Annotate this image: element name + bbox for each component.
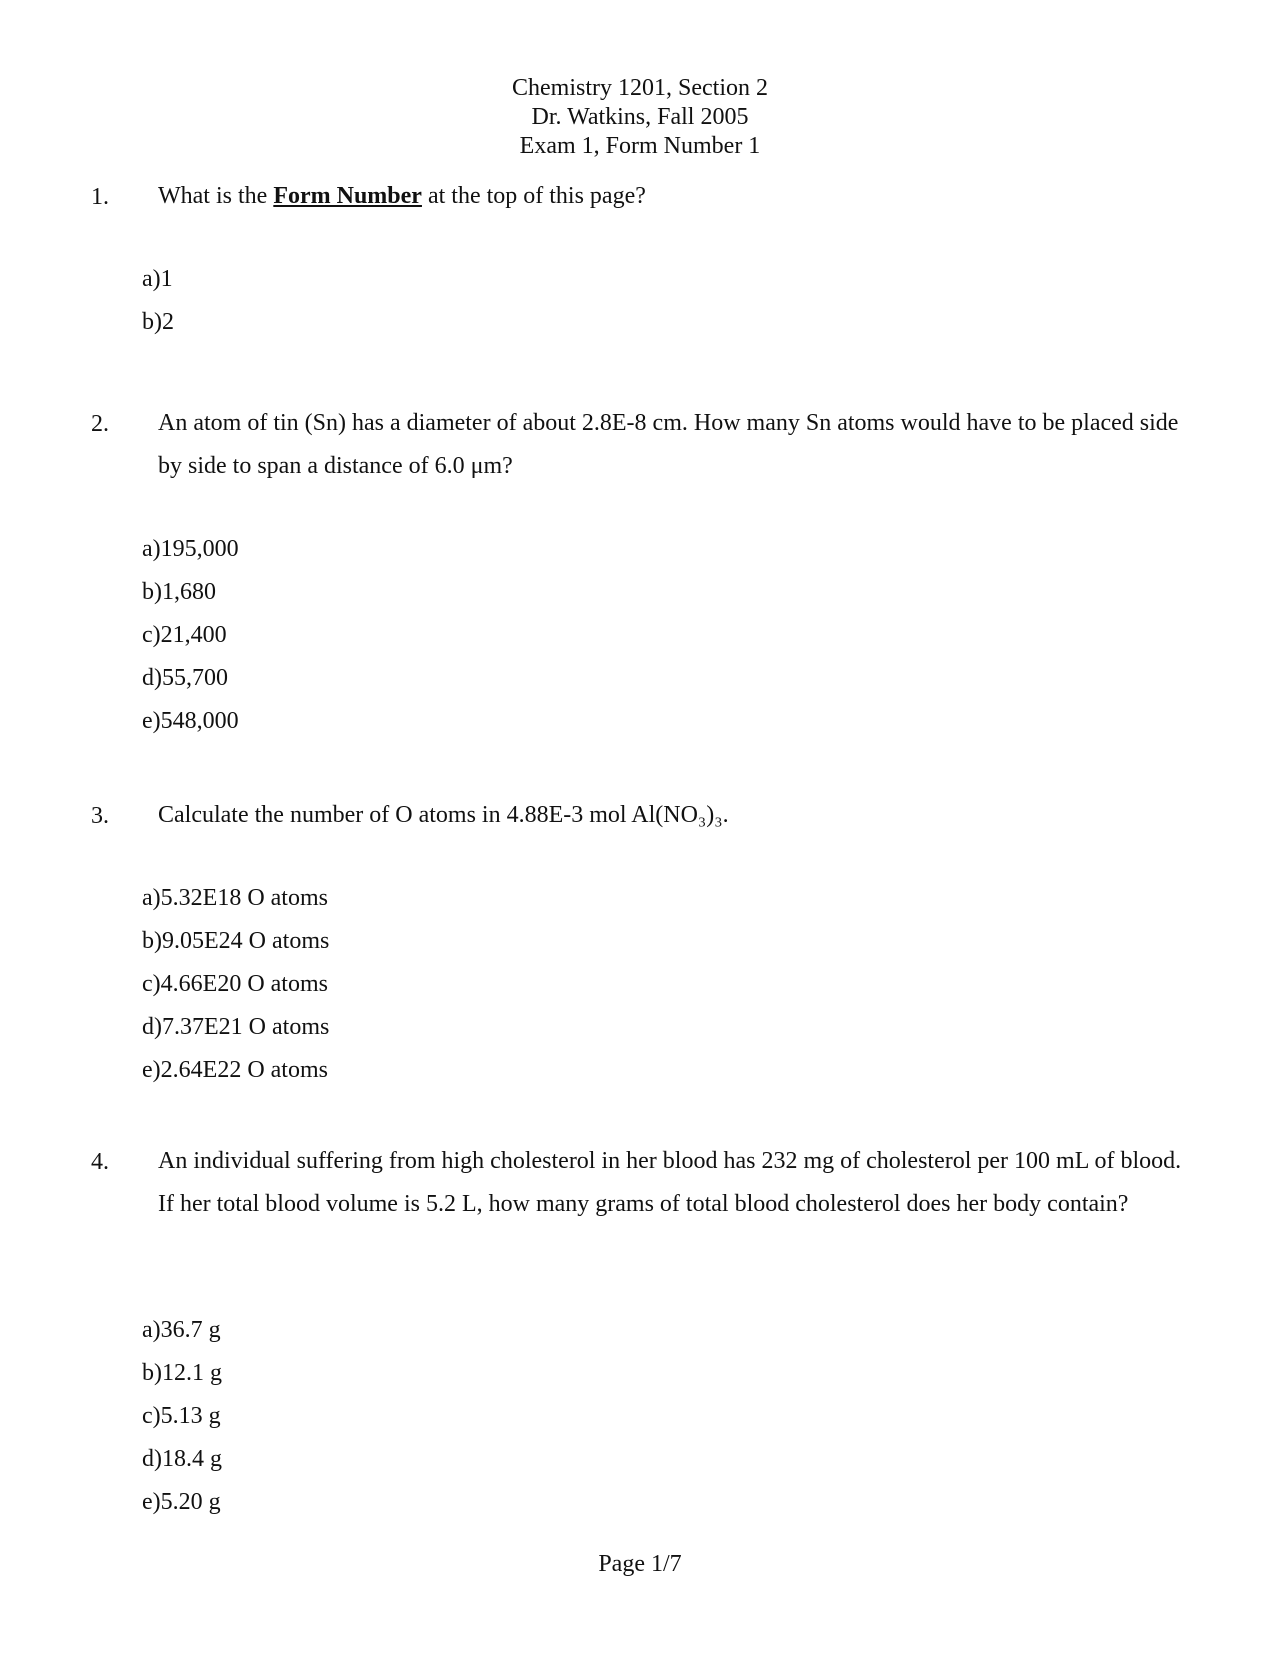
option-value: 2 <box>162 309 174 335</box>
option-letter: b) <box>142 1360 162 1386</box>
option-value: 36.7 g <box>160 1317 221 1343</box>
answer-options <box>142 535 239 750</box>
option-value: 5.32E18 O atoms <box>160 885 328 911</box>
answer-option[interactable] <box>142 1488 222 1531</box>
form-number-emphasis: Form Number <box>273 183 422 209</box>
question-number: 4. <box>91 1149 109 1175</box>
answer-option[interactable] <box>142 308 174 351</box>
option-letter: d) <box>142 665 162 691</box>
option-value: 55,700 <box>162 665 228 691</box>
question-number: 3. <box>91 803 109 829</box>
option-value: 7.37E21 O atoms <box>162 1014 330 1040</box>
option-letter: e) <box>142 1489 161 1515</box>
option-letter: a) <box>142 1317 161 1343</box>
option-value: 4.66E20 O atoms <box>160 971 328 997</box>
question-number: 1. <box>91 184 109 210</box>
option-letter: d) <box>142 1014 162 1040</box>
option-letter: e) <box>142 1057 161 1083</box>
option-letter: a) <box>142 266 161 292</box>
answer-option[interactable] <box>142 1056 329 1099</box>
answer-option[interactable] <box>142 664 239 707</box>
option-value: 195,000 <box>160 536 239 562</box>
answer-option[interactable] <box>142 970 329 1013</box>
question-number: 2. <box>91 411 109 437</box>
option-letter: c) <box>142 622 161 648</box>
option-value: 548,000 <box>160 708 239 734</box>
answer-option[interactable] <box>142 1013 329 1056</box>
answer-option[interactable] <box>142 707 239 750</box>
option-value: 18.4 g <box>162 1446 222 1472</box>
option-value: 5.13 g <box>160 1403 221 1429</box>
answer-options <box>142 884 329 1099</box>
option-value: 9.05E24 O atoms <box>162 928 330 954</box>
answer-option[interactable] <box>142 621 239 664</box>
option-letter: c) <box>142 1403 161 1429</box>
answer-option[interactable] <box>142 535 239 578</box>
answer-option[interactable] <box>142 578 239 621</box>
question-text: An atom of tin (Sn) has a diameter of about 2.8E-8 cm. How many Sn atoms would have to be placed side by side to span a distance of 6.0 μm? <box>158 410 1179 479</box>
question-text: An individual suffering from high cholesterol in her blood has 232 mg of cholesterol per 100 mL of blood. If her total blood volume is 5.2 L, how many grams of total blood cholesterol does her body contain? <box>158 1148 1182 1217</box>
option-value: 2.64E22 O atoms <box>160 1057 328 1083</box>
answer-option[interactable] <box>142 1316 222 1359</box>
option-letter: a) <box>142 885 161 911</box>
option-value: 1,680 <box>162 579 216 605</box>
exam-form: Exam 1, Form Number 1 <box>519 133 761 159</box>
option-letter: b) <box>142 928 162 954</box>
option-value: 12.1 g <box>162 1360 222 1386</box>
answer-option[interactable] <box>142 927 329 970</box>
question-text-end: at the top of this page? <box>421 183 646 209</box>
answer-option[interactable] <box>142 884 329 927</box>
question-text-start: What is the <box>158 183 274 209</box>
answer-option[interactable] <box>142 265 174 308</box>
option-letter: b) <box>142 579 162 605</box>
option-value: 21,400 <box>160 622 227 648</box>
option-letter: d) <box>142 1446 162 1472</box>
option-letter: e) <box>142 708 161 734</box>
option-letter: a) <box>142 536 161 562</box>
answer-option[interactable] <box>142 1359 222 1402</box>
option-value: 5.20 g <box>160 1489 221 1515</box>
answer-options <box>142 265 174 351</box>
answer-option[interactable] <box>142 1402 222 1445</box>
course-title: Chemistry 1201, Section 2 <box>512 75 768 101</box>
option-value: 1 <box>160 266 173 292</box>
instructor-term: Dr. Watkins, Fall 2005 <box>531 104 749 130</box>
exam-header <box>0 74 1280 161</box>
answer-option[interactable] <box>142 1445 222 1488</box>
option-letter: c) <box>142 971 161 997</box>
question-text <box>158 175 1188 218</box>
answer-options <box>142 1316 222 1531</box>
page-number: Page 1/7 <box>598 1551 682 1577</box>
question-text: Calculate the number of O atoms in 4.88E-3 mol Al(NO₃)₃. <box>158 802 729 828</box>
option-letter: b) <box>142 309 162 335</box>
